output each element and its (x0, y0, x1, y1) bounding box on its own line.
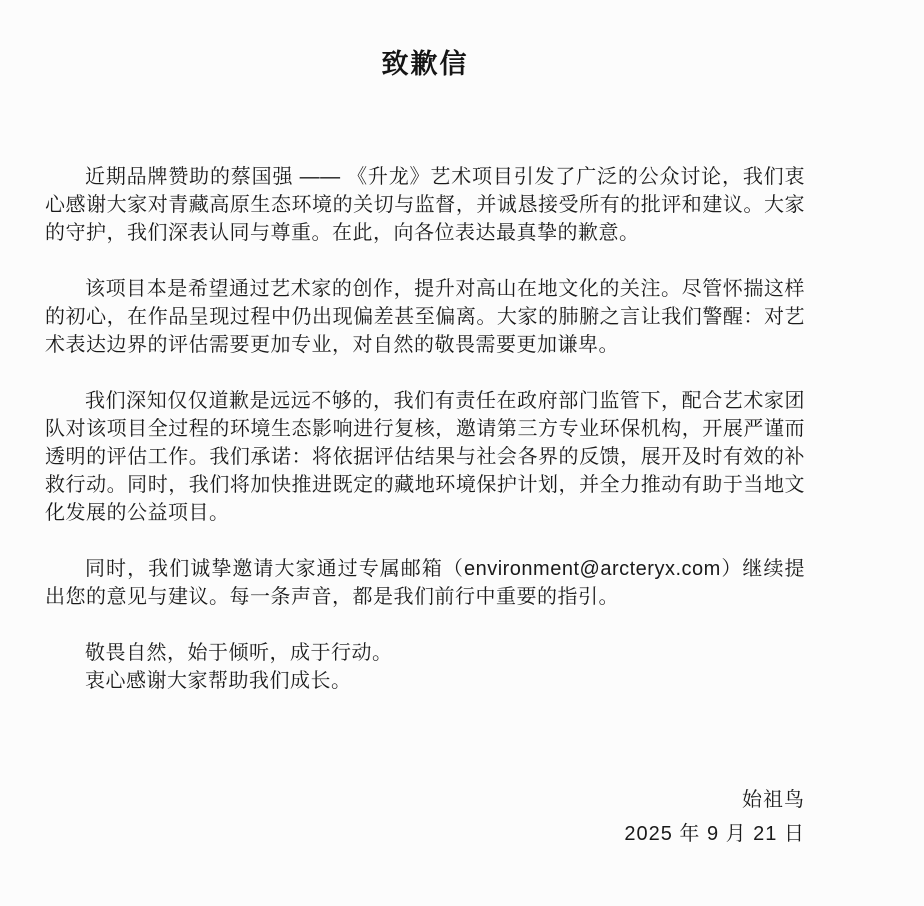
closing-line-thanks: 衷心感谢大家帮助我们成长。 (85, 670, 352, 692)
paragraph-remediation-commitment: 我们深知仅仅道歉是远远不够的，我们有责任在政府部门监管下，配合艺术家团队对该项目全过程的环境生态影响进行复核，邀请第三方专业环保机构，开展严谨而透明的评估工作。我们承诺：将依据评估结果与社会各界的反馈，展开及时有效的补救行动。同时，我们将加快推进既定的藏地环境保护计划，并全力推动有助于当地文化发展的公益项目。 (45, 390, 805, 524)
letter-body (45, 46, 805, 851)
signature-brand-name: 始祖鸟 (742, 789, 805, 811)
signature-date: 2025 年 9 月 21 日 (624, 823, 805, 845)
closing-line-motto: 敬畏自然，始于倾听，成于行动。 (85, 642, 393, 664)
paragraph-feedback-email: 同时，我们诚挚邀请大家通过专属邮箱（environment@arcteryx.com）继续提出您的意见与建议。每一条声音，都是我们前行中重要的指引。 (45, 558, 805, 608)
letter-title: 致歉信 (381, 49, 469, 79)
paragraph-intro-apology: 近期品牌赞助的蔡国强 —— 《升龙》艺术项目引发了广泛的公众讨论，我们衷心感谢大家对青藏高原生态环境的关切与监督，并诚恳接受所有的批评和建议。大家的守护，我们深表认同与尊重。在此，向各位表达最真挚的歉意。 (45, 166, 805, 244)
paragraph-project-reflection: 该项目本是希望通过艺术家的创作，提升对高山在地文化的关注。尽管怀揣这样的初心，在作品呈现过程中仍出现偏差甚至偏离。大家的肺腑之言让我们警醒：对艺术表达边界的评估需要更加专业，对自然的敬畏需要更加谦卑。 (45, 278, 805, 356)
signature-block (45, 783, 805, 851)
